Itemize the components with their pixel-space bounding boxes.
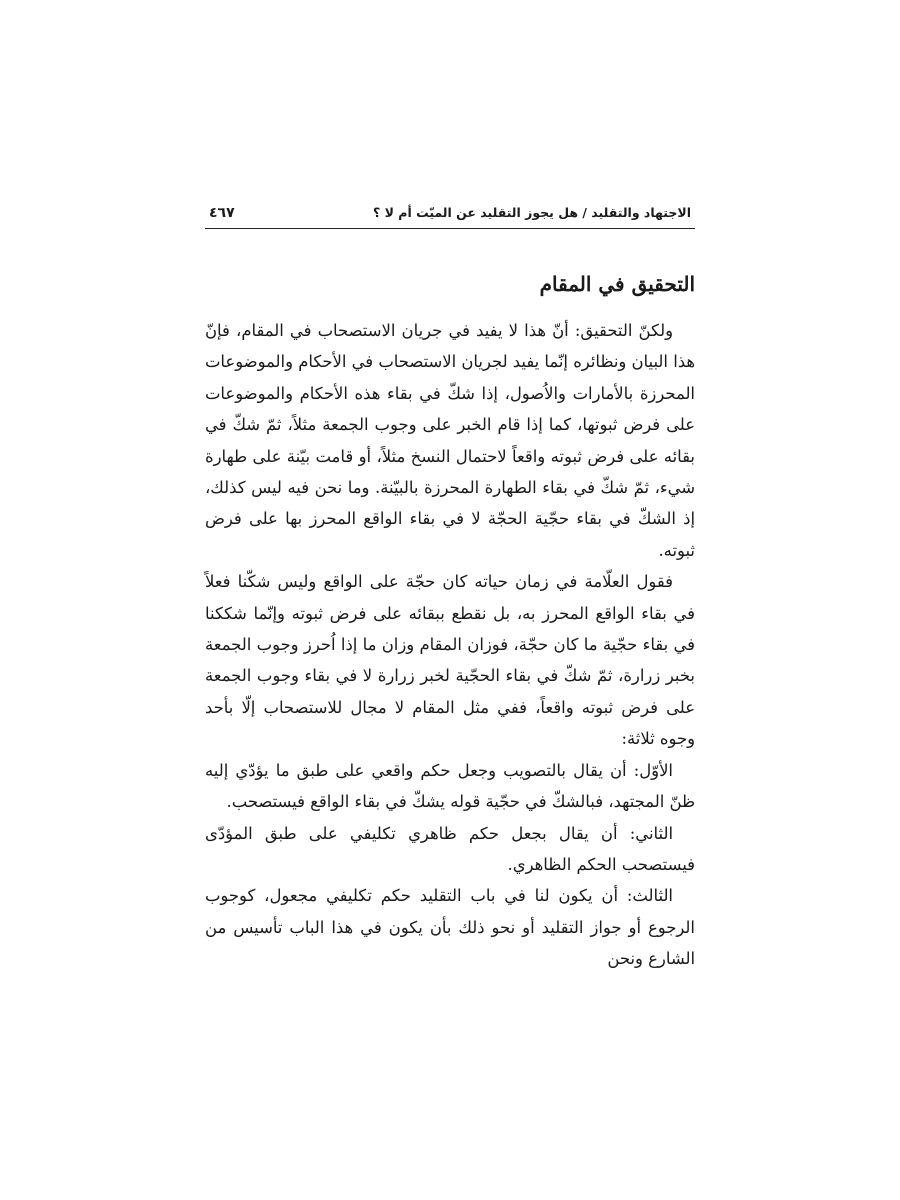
running-header bbox=[205, 205, 695, 229]
paragraph: الأوّل: أن يقال بالتصويب وجعل حكم واقعي على طبق ما يؤدّي إليه ظنّ المجتهد، فبالشكّ في حجّية قوله يشكّ في بقاء الواقع فيستصحب. bbox=[205, 760, 695, 812]
page-number: ٤٦٧ bbox=[209, 205, 235, 221]
body-text bbox=[205, 315, 695, 975]
running-title: الاجتهاد والتقليد / هل يجوز التقليد عن الميّت أم لا ؟ bbox=[373, 205, 691, 220]
book-page bbox=[205, 205, 695, 975]
paragraph: فقول العلّامة في زمان حياته كان حجّة على الواقع وليس شكّنا فعلاً في بقاء الواقع المحرز به، بل نقطع ببقائه على فرض ثبوته وإنّما شككنا في بقاء حجّية ما كان حجّة، فوزان المقام وزان ما إذا اُحرز وجوب الجمعة بخبر زرارة، ثمّ شكّ في بقاء الحجّية لخبر زرارة لا في بقاء وجوب الجمعة على فرض ثبوته واقعاً، ففي مثل المقام لا مجال للاستصحاب إلّا بأحد وجوه ثلاثة: bbox=[205, 572, 695, 749]
paragraph: الثاني: أن يقال بجعل حكم ظاهري تكليفي على طبق المؤدّى فيستصحب الحكم الظاهري. bbox=[205, 823, 695, 874]
paragraph: ولكنّ التحقيق: أنّ هذا لا يفيد في جريان الاستصحاب في المقام، فإنّ هذا البيان ونظائره إنّما يفيد لجريان الاستصحاب في الأحكام والموضوعات المحرزة بالأمارات والاُصول، إذا شكّ في بقاء هذه الأحكام والموضوعات على فرض ثبوتها، كما إذا قام الخبر على وجوب الجمعة مثلاً، ثمّ شكّ في بقائه على فرض ثبوته واقعاً لاحتمال النسخ مثلاً، أو قامت بيّنة على طهارة شيء، ثمّ شكّ في بقاء الطهارة المحرزة بالبيّنة. وما نحن فيه ليس كذلك، إذ الشكّ في بقاء حجّية الحجّة لا في بقاء الواقع المحرز بها على فرض ثبوته. bbox=[205, 321, 695, 560]
section-heading: التحقيق في المقام bbox=[539, 272, 695, 296]
paragraph: الثالث: أن يكون لنا في باب التقليد حكم تكليفي مجعول، كوجوب الرجوع أو جواز التقليد أو نحو ذلك بأن يكون في هذا الباب تأسيس من الشارع ونحن bbox=[205, 886, 695, 969]
